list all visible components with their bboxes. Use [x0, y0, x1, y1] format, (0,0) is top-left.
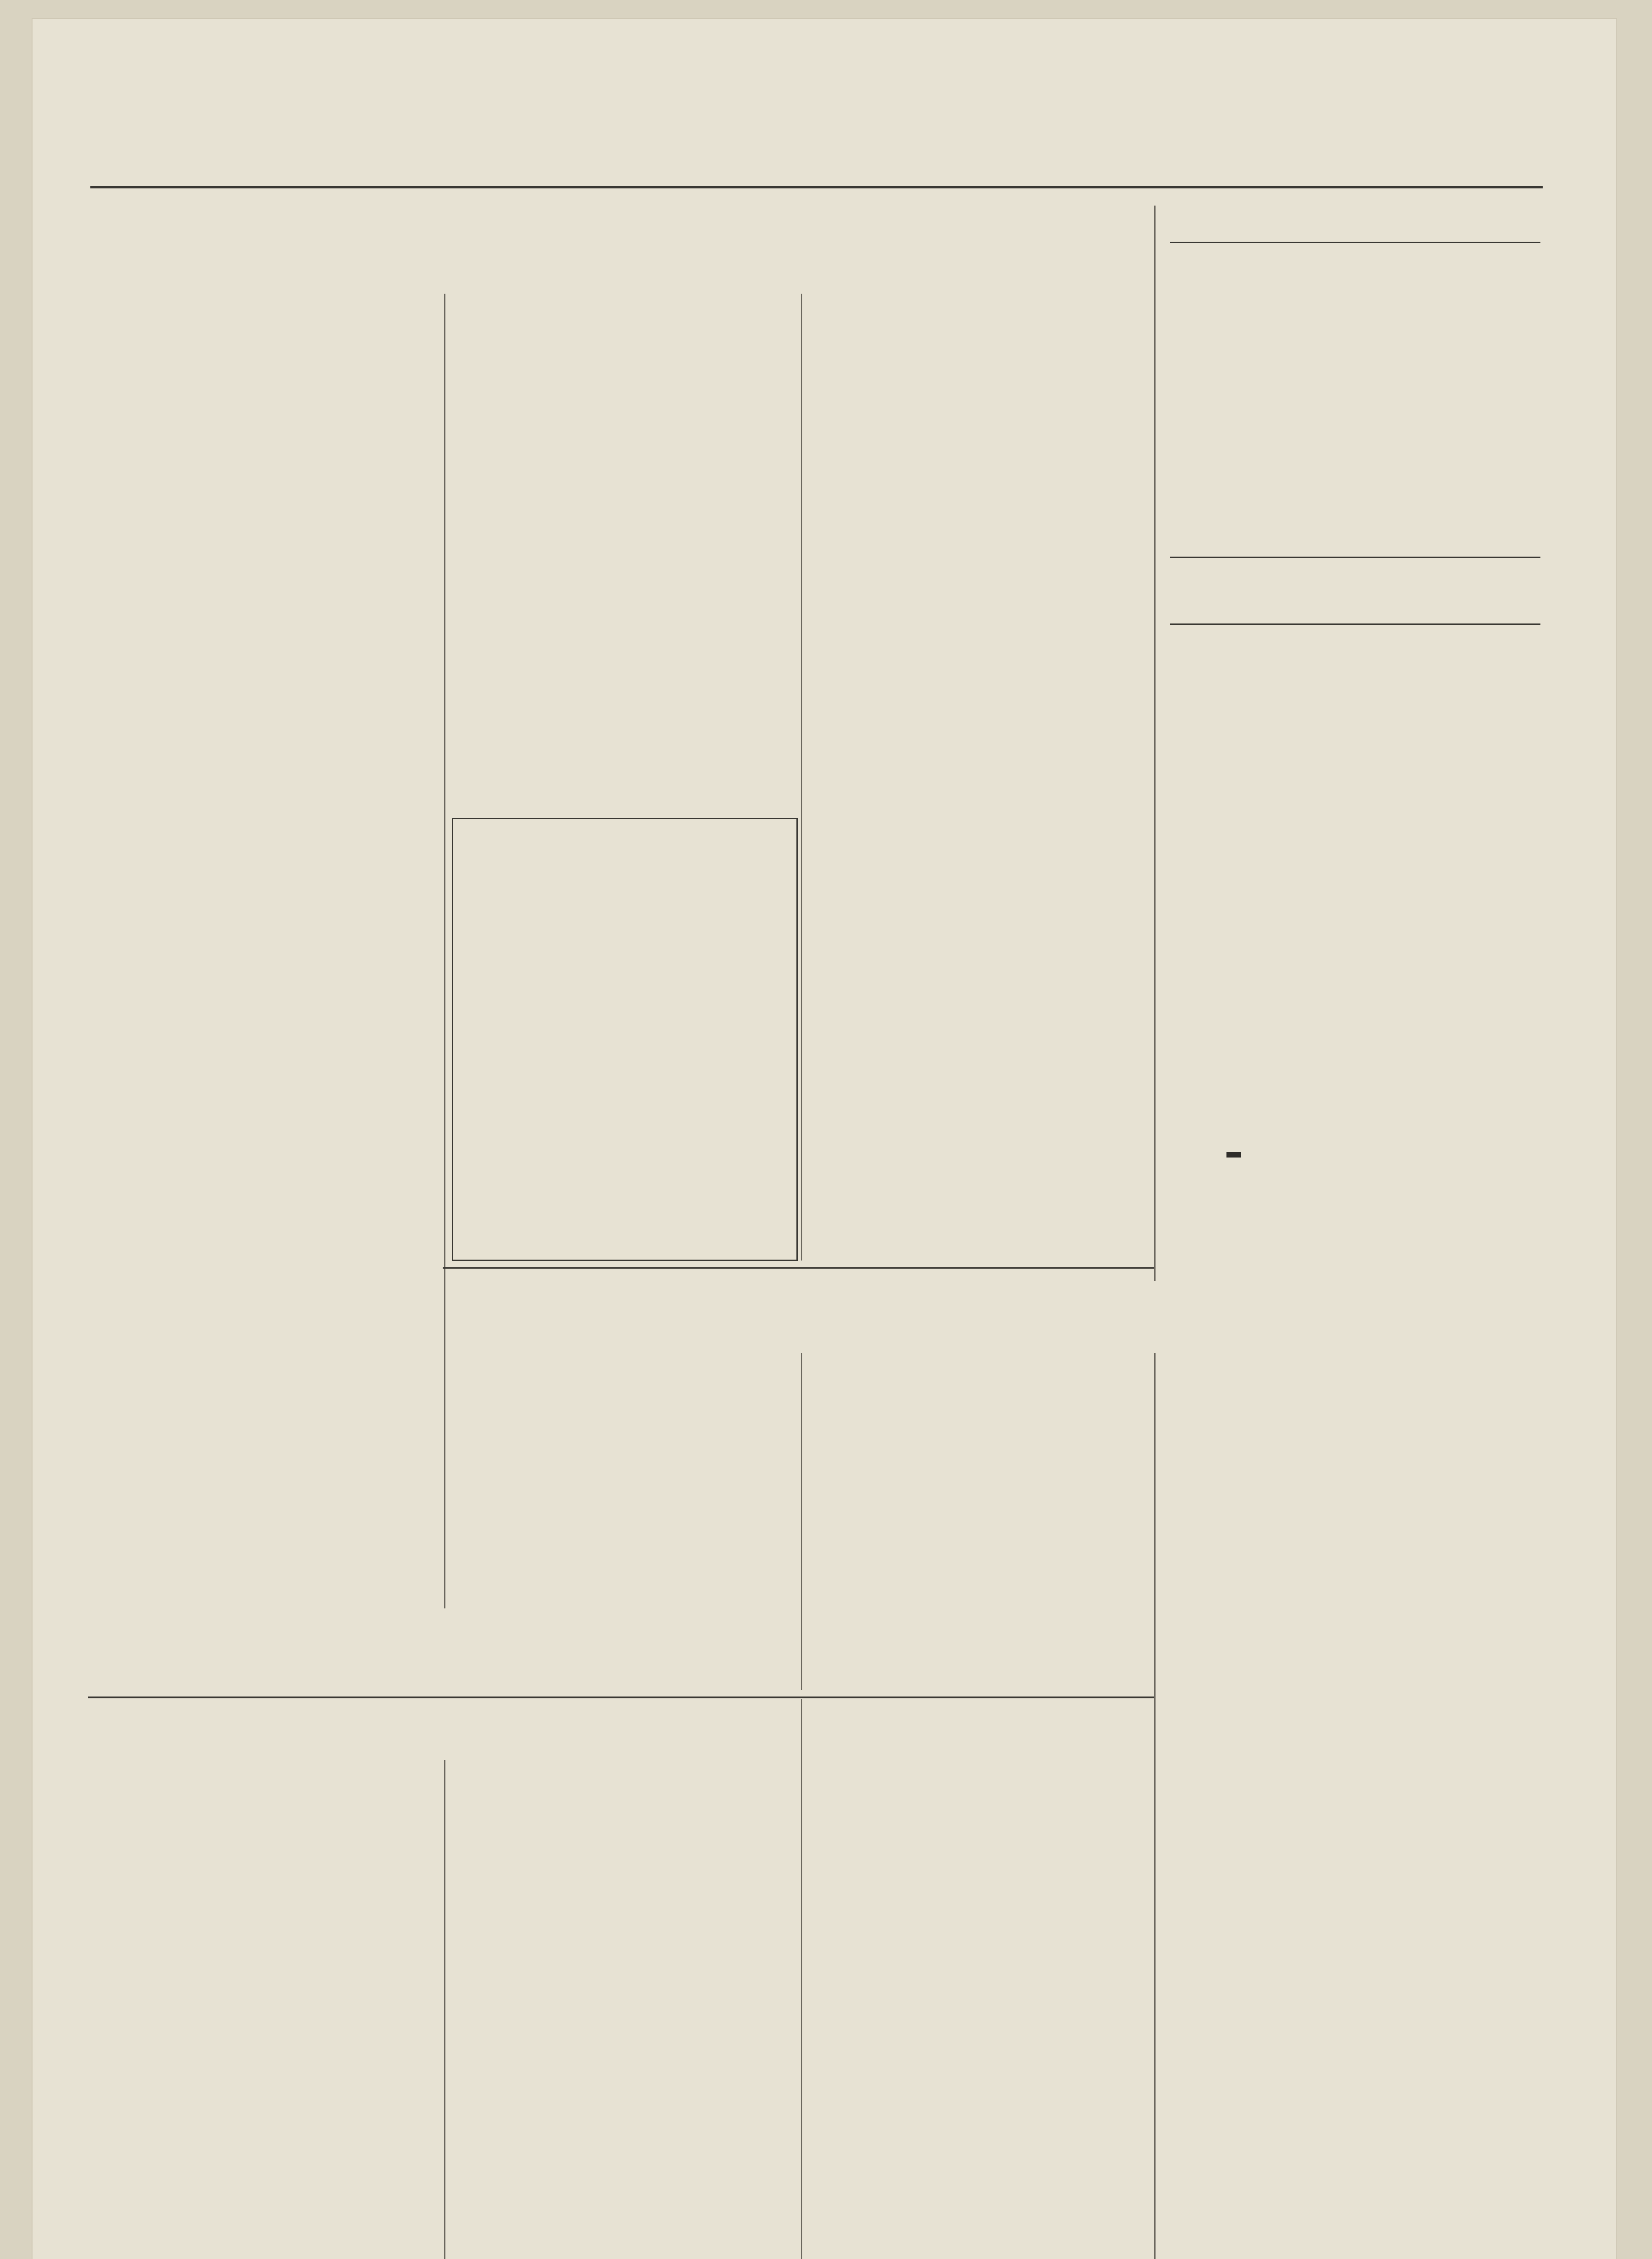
gardinen-body	[461, 876, 786, 1157]
sport-body	[1168, 657, 1543, 1148]
kriegsversehrte-col3	[1168, 1355, 1543, 2259]
section-rule	[443, 1267, 1154, 1269]
main-article-col3	[810, 296, 1146, 784]
column-divider	[801, 294, 802, 1261]
gauleiter-body	[1168, 246, 1543, 551]
hoheitsadler-body	[1168, 1186, 1543, 1245]
obituary-body	[810, 2193, 1146, 2259]
column-divider	[801, 1353, 802, 1690]
column-divider	[444, 294, 445, 1608]
theater-rule	[88, 1697, 1154, 1698]
weser-ems-body	[810, 874, 1146, 1263]
column-divider	[1154, 1353, 1156, 2259]
column-divider	[1154, 206, 1156, 1281]
theater-col1	[88, 1762, 436, 2259]
renten-body	[461, 1193, 786, 1256]
main-article-col2	[453, 296, 791, 809]
hoheitsadler-banner	[1226, 1152, 1241, 1158]
theater-col2	[453, 1762, 791, 2259]
theater-col3	[810, 1703, 1146, 2139]
main-article-col1	[88, 296, 436, 1606]
column-divider	[444, 1760, 445, 2259]
gauleiter-divider	[1170, 557, 1540, 558]
kriegsversehrte-col1	[453, 1355, 791, 1690]
kriegsversehrte-col2	[810, 1355, 1146, 1690]
notice-divider	[1170, 623, 1540, 625]
gauleiter-notice	[1168, 562, 1543, 621]
column-divider	[801, 1699, 802, 2259]
header-rule	[90, 186, 1543, 188]
gauleiter-rule	[1170, 242, 1540, 243]
